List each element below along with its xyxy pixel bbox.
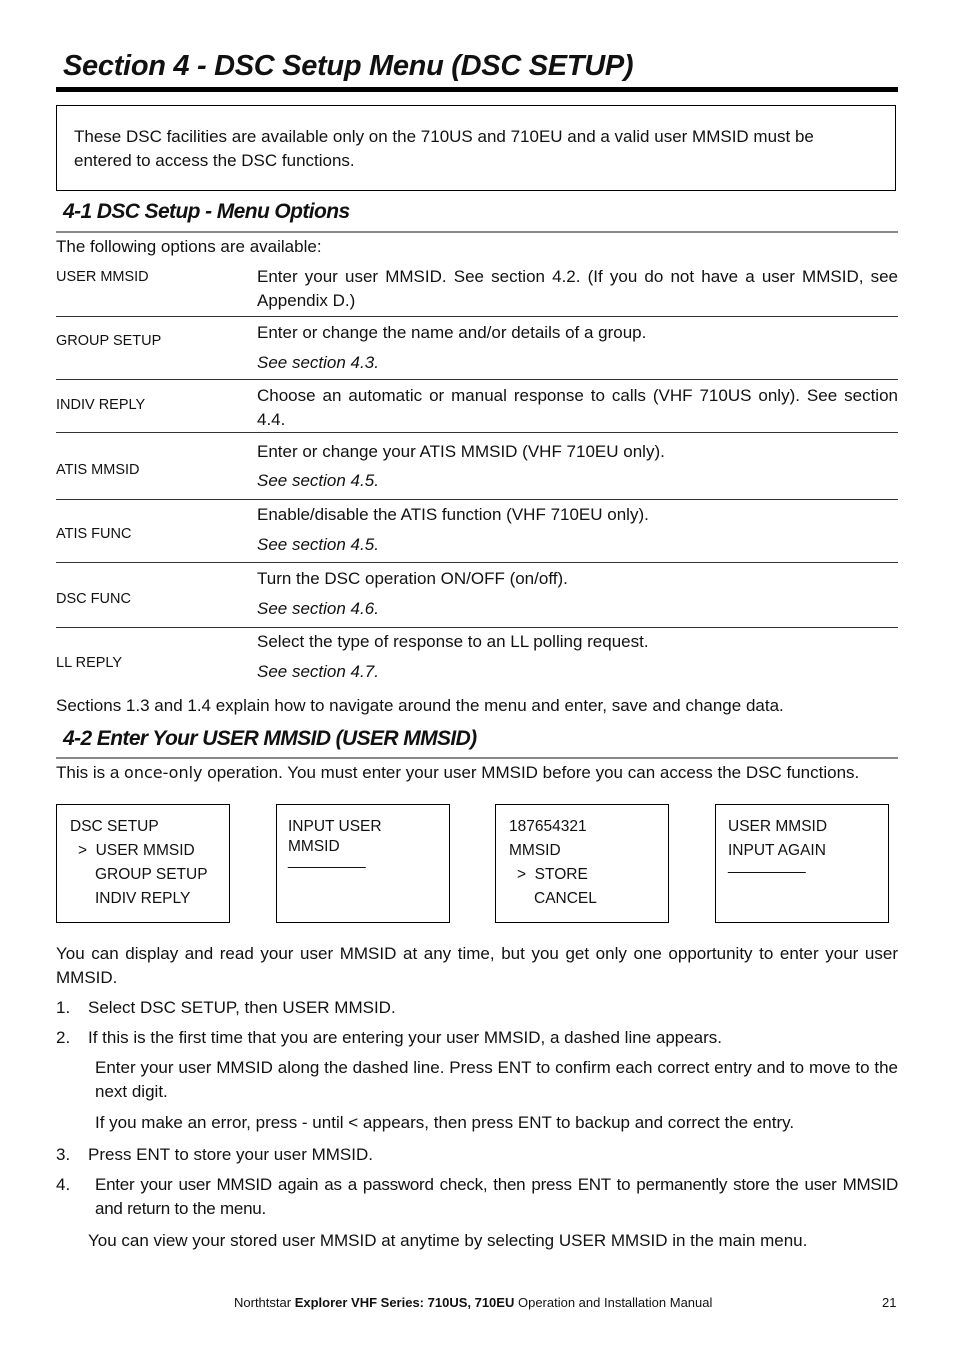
step-text: If this is the first time that you are entering your user MMSID, a dashed line appears. [88, 1028, 723, 1047]
step-number: 2. [56, 1028, 71, 1047]
section2-paragraph: You can display and read your user MMSID at any time, but you get only one opportunity to enter your user MMSID. [56, 944, 898, 987]
lcd-dashed-line: _________ [288, 852, 366, 869]
row-divider [56, 316, 898, 317]
intro-text: This is a [56, 763, 125, 782]
option-key: GROUP SETUP [56, 333, 162, 349]
step-text: Enter your user MMSID again as a password check, then press ENT to permanently store the user MMSID and return to the menu. [95, 1175, 898, 1218]
option-key: ATIS MMSID [56, 462, 140, 478]
option-desc: Enable/disable the ATIS function (VHF 710EU only). [257, 505, 649, 524]
option-desc: Choose an automatic or manual response to calls (VHF 710US only). See section 4.4. [257, 386, 898, 429]
section-heading-4-1: 4-1 DSC Setup - Menu Options [63, 200, 350, 223]
option-desc: Enter or change your ATIS MMSID (VHF 710EU only). [257, 442, 665, 461]
row-divider [56, 499, 898, 500]
footer-publisher: Northtstar [234, 1295, 295, 1310]
footer-product: Explorer VHF Series: 710US, 710EU [294, 1295, 515, 1310]
page-title: Section 4 - DSC Setup Menu (DSC SETUP) [63, 50, 634, 82]
option-desc: Enter or change the name and/or details of a group. [257, 323, 647, 342]
option-see: See section 4.7. [257, 662, 379, 681]
lcd-line: 187654321 [509, 818, 587, 835]
footer-text [234, 1295, 712, 1310]
row-divider [56, 627, 898, 628]
section-rule [56, 231, 898, 233]
option-key: DSC FUNC [56, 591, 131, 607]
step-2-detail: Enter your user MMSID along the dashed line. Press ENT to confirm each correct entry and to move to the next digit. [95, 1058, 898, 1101]
row-divider [56, 432, 898, 433]
step-2-note: If you make an error, press - until < appears, then press ENT to backup and correct the entry. [95, 1113, 795, 1132]
option-desc: Select the type of response to an LL polling request. [257, 632, 649, 651]
lcd-line: GROUP SETUP [95, 866, 208, 883]
option-see: See section 4.5. [257, 535, 379, 554]
lcd-line: MMSID [509, 842, 561, 859]
option-see: See section 4.6. [257, 599, 379, 618]
lcd-line: MMSID [288, 838, 340, 855]
section2-intro [56, 761, 859, 785]
section-heading-4-2: 4-2 Enter Your USER MMSID (USER MMSID) [63, 727, 477, 750]
notice-text: These DSC facilities are available only on the 710US and 710EU and a valid user MMSID must be entered to access the DSC functions. [74, 127, 814, 170]
lcd-line-selected: > USER MMSID [78, 842, 195, 859]
option-see: See section 4.5. [257, 471, 379, 490]
step-number: 1. [56, 998, 71, 1017]
lcd-line: DSC SETUP [70, 818, 159, 835]
page-number: 21 [882, 1295, 897, 1310]
lcd-dashed-line: _________ [728, 857, 806, 874]
footer-manual: Operation and Installation Manual [514, 1295, 713, 1310]
lcd-screen-store [495, 804, 669, 923]
lcd-line: INPUT USER [288, 818, 382, 835]
lcd-screen-dsc-setup [56, 804, 230, 923]
step-4-note: You can view your stored user MMSID at anytime by selecting USER MMSID in the main menu. [88, 1231, 808, 1250]
options-intro: The following options are available: [56, 237, 322, 256]
option-key: ATIS FUNC [56, 526, 132, 542]
intro-emphasis: once-only [124, 763, 203, 782]
step-text: Press ENT to store your user MMSID. [88, 1145, 373, 1164]
lcd-line: INPUT AGAIN [728, 842, 826, 859]
option-key: USER MMSID [56, 269, 149, 285]
option-key: INDIV REPLY [56, 397, 146, 413]
options-outro: Sections 1.3 and 1.4 explain how to navigate around the menu and enter, save and change data. [56, 696, 784, 715]
row-divider [56, 562, 898, 563]
lcd-line: USER MMSID [728, 818, 828, 835]
lcd-line: CANCEL [534, 890, 597, 907]
intro-text: operation. You must enter your user MMSID before you can access the DSC functions. [202, 763, 860, 782]
title-rule [56, 87, 898, 92]
section-rule [56, 757, 898, 759]
step-number: 4. [56, 1175, 71, 1194]
step-text: Select DSC SETUP, then USER MMSID. [88, 998, 396, 1017]
option-see: See section 4.3. [257, 353, 379, 372]
option-desc: Turn the DSC operation ON/OFF (on/off). [257, 569, 568, 588]
option-desc: Enter your user MMSID. See section 4.2. (If you do not have a user MMSID, see Appendix D.) [257, 267, 898, 310]
row-divider [56, 379, 898, 380]
lcd-screen-input-again [715, 804, 889, 923]
notice-box [56, 105, 896, 191]
lcd-line-selected: > STORE [517, 866, 588, 883]
lcd-screen-input-user [276, 804, 450, 923]
step-number: 3. [56, 1145, 71, 1164]
lcd-line: INDIV REPLY [95, 890, 191, 907]
option-key: LL REPLY [56, 655, 123, 671]
